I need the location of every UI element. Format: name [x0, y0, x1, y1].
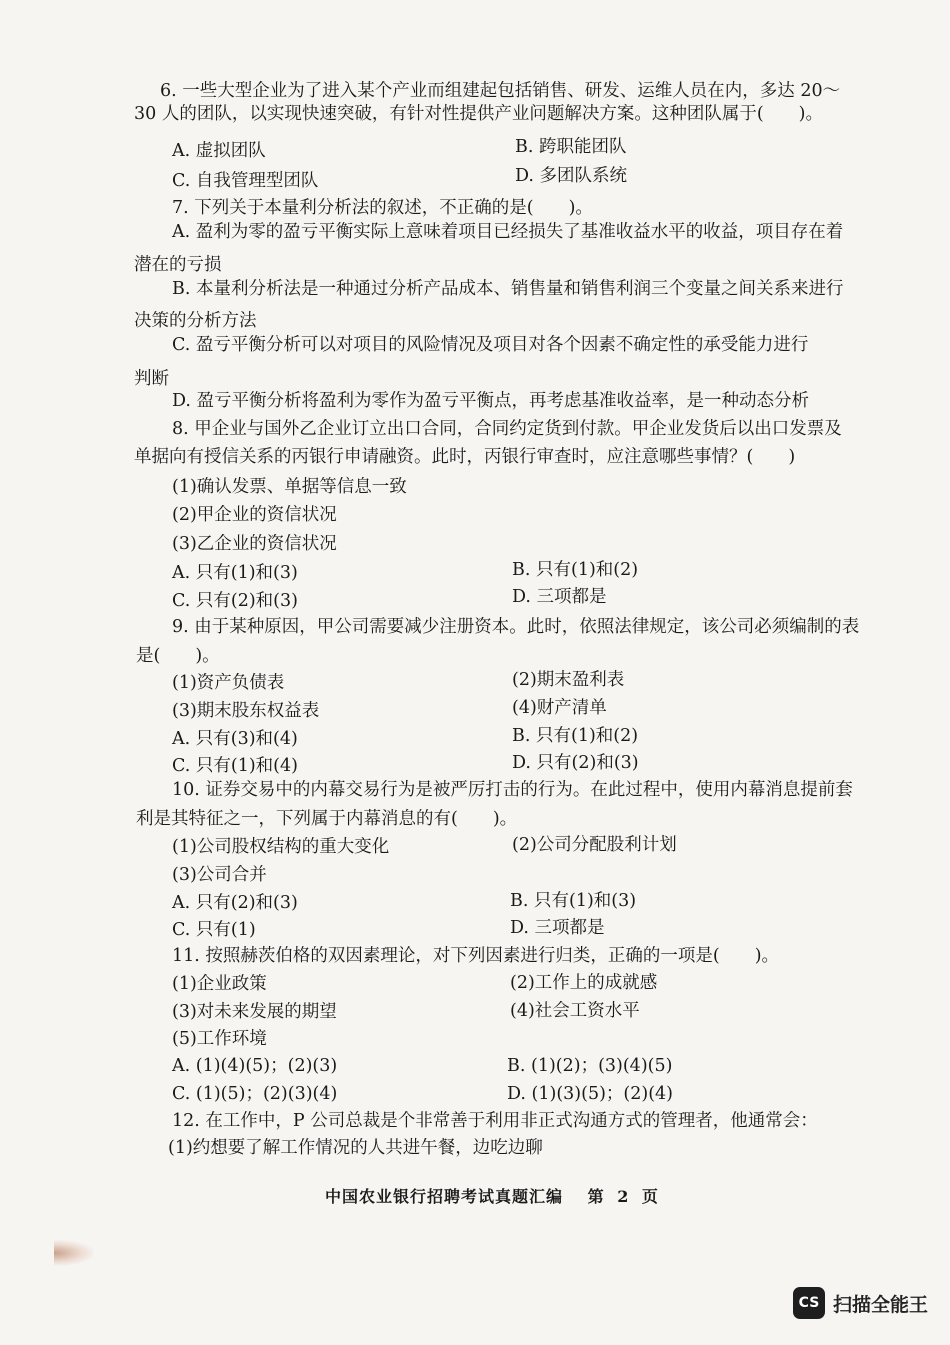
q9-item-1: (1)资产负债表 — [172, 673, 285, 693]
q11-item-5: (5)工作环境 — [172, 1029, 267, 1049]
camscanner-logo-icon: CS — [793, 1287, 825, 1319]
q7-option-b-line2: 决策的分析方法 — [134, 311, 257, 331]
q10-option-d: D. 三项都是 — [510, 918, 605, 938]
q8-item-2: (2)甲企业的资信状况 — [172, 505, 337, 525]
q6-option-b: B. 跨职能团队 — [515, 137, 627, 157]
q6-stem-line2: 30 人的团队，以实现快速突破，有针对性提供产业问题解决方案。这种团队属于( )。 — [134, 104, 823, 124]
q7-option-d: D. 盈亏平衡分析将盈利为零作为盈亏平衡点，再考虑基准收益率，是一种动态分析 — [172, 391, 810, 411]
q6-stem-line1: 6. 一些大型企业为了进入某个产业而组建起包括销售、研发、运维人员在内，多达 20～ — [160, 81, 841, 101]
q10-stem-line1: 10. 证券交易中的内幕交易行为是被严厉打击的行为。在此过程中，使用内幕消息提前套 — [172, 780, 853, 800]
q7-option-b-line1: B. 本量利分析法是一种通过分析产品成本、销售量和销售利润三个变量之间关系来进行 — [172, 279, 844, 299]
q9-item-4: (4)财产清单 — [512, 698, 607, 718]
q11-item-2: (2)工作上的成就感 — [510, 973, 658, 993]
footer-page-suffix: 页 — [641, 1187, 659, 1206]
q9-item-3: (3)期末股东权益表 — [172, 701, 320, 721]
q8-option-a: A. 只有(1)和(3) — [172, 563, 298, 583]
q10-option-b: B. 只有(1)和(3) — [510, 891, 637, 911]
page-footer — [325, 1184, 659, 1207]
q9-option-c: C. 只有(1)和(4) — [172, 756, 298, 776]
q9-option-a: A. 只有(3)和(4) — [172, 729, 298, 749]
q8-option-b: B. 只有(1)和(2) — [512, 560, 639, 580]
q7-option-c-line1: C. 盈亏平衡分析可以对项目的风险情况及项目对各个因素不确定性的承受能力进行 — [172, 335, 809, 355]
q7-option-a-line1: A. 盈利为零的盈亏平衡实际上意味着项目已经损失了基准收益水平的收益，项目存在着 — [172, 222, 844, 242]
footer-page-prefix: 第 — [587, 1187, 605, 1206]
scanner-watermark — [793, 1287, 928, 1319]
q11-option-c: C. (1)(5)；(2)(3)(4) — [172, 1084, 338, 1104]
q11-option-a: A. (1)(4)(5)；(2)(3) — [172, 1056, 338, 1076]
q8-item-3: (3)乙企业的资信状况 — [172, 534, 337, 554]
q11-option-d: D. (1)(3)(5)；(2)(4) — [507, 1084, 673, 1104]
q11-stem: 11. 按照赫茨伯格的双因素理论，对下列因素进行归类，正确的一项是( )。 — [172, 946, 780, 966]
q11-item-4: (4)社会工资水平 — [510, 1001, 640, 1021]
q9-stem-line2: 是( )。 — [136, 646, 220, 666]
q11-item-1: (1)企业政策 — [172, 974, 267, 994]
q8-stem-line1: 8. 甲企业与国外乙企业订立出口合同，合同约定货到付款。甲企业发货后以出口发票及 — [172, 419, 842, 439]
q7-stem: 7. 下列关于本量利分析法的叙述，不正确的是( )。 — [172, 198, 593, 218]
q8-option-c: C. 只有(2)和(3) — [172, 591, 298, 611]
scan-smudge — [54, 1240, 94, 1266]
q8-item-1: (1)确认发票、单据等信息一致 — [172, 477, 407, 497]
q10-item-3: (3)公司合并 — [172, 865, 267, 885]
q8-stem-line2: 单据向有授信关系的丙银行申请融资。此时，丙银行审查时，应注意哪些事情？( ) — [134, 447, 796, 467]
q9-item-2: (2)期末盈利表 — [512, 670, 625, 690]
q8-option-d: D. 三项都是 — [512, 587, 607, 607]
q12-stem: 12. 在工作中，P 公司总裁是个非常善于利用非正式沟通方式的管理者，他通常会： — [172, 1111, 818, 1131]
q7-option-a-line2: 潜在的亏损 — [134, 255, 222, 275]
watermark-label: 扫描全能王 — [832, 1293, 928, 1316]
q10-option-a: A. 只有(2)和(3) — [172, 893, 298, 913]
q10-stem-line2: 利是其特征之一，下列属于内幕消息的有( )。 — [136, 809, 518, 829]
q10-item-2: (2)公司分配股利计划 — [512, 835, 677, 855]
q9-option-b: B. 只有(1)和(2) — [512, 726, 639, 746]
q11-item-3: (3)对未来发展的期望 — [172, 1002, 337, 1022]
footer-title: 中国农业银行招聘考试真题汇编 — [325, 1187, 564, 1206]
q7-option-c-line2: 判断 — [134, 369, 169, 389]
q6-option-d: D. 多团队系统 — [515, 166, 628, 186]
footer-page-number: 2 — [617, 1187, 630, 1206]
q10-option-c: C. 只有(1) — [172, 920, 256, 940]
q6-option-c: C. 自我管理型团队 — [172, 171, 319, 191]
q12-item-1: (1)约想要了解工作情况的人共进午餐，边吃边聊 — [168, 1138, 543, 1158]
q6-option-a: A. 虚拟团队 — [172, 141, 266, 161]
q11-option-b: B. (1)(2)；(3)(4)(5) — [507, 1056, 673, 1076]
q9-option-d: D. 只有(2)和(3) — [512, 753, 639, 773]
q10-item-1: (1)公司股权结构的重大变化 — [172, 837, 390, 857]
q9-stem-line1: 9. 由于某种原因，甲公司需要减少注册资本。此时，依照法律规定，该公司必须编制的表 — [172, 617, 860, 637]
